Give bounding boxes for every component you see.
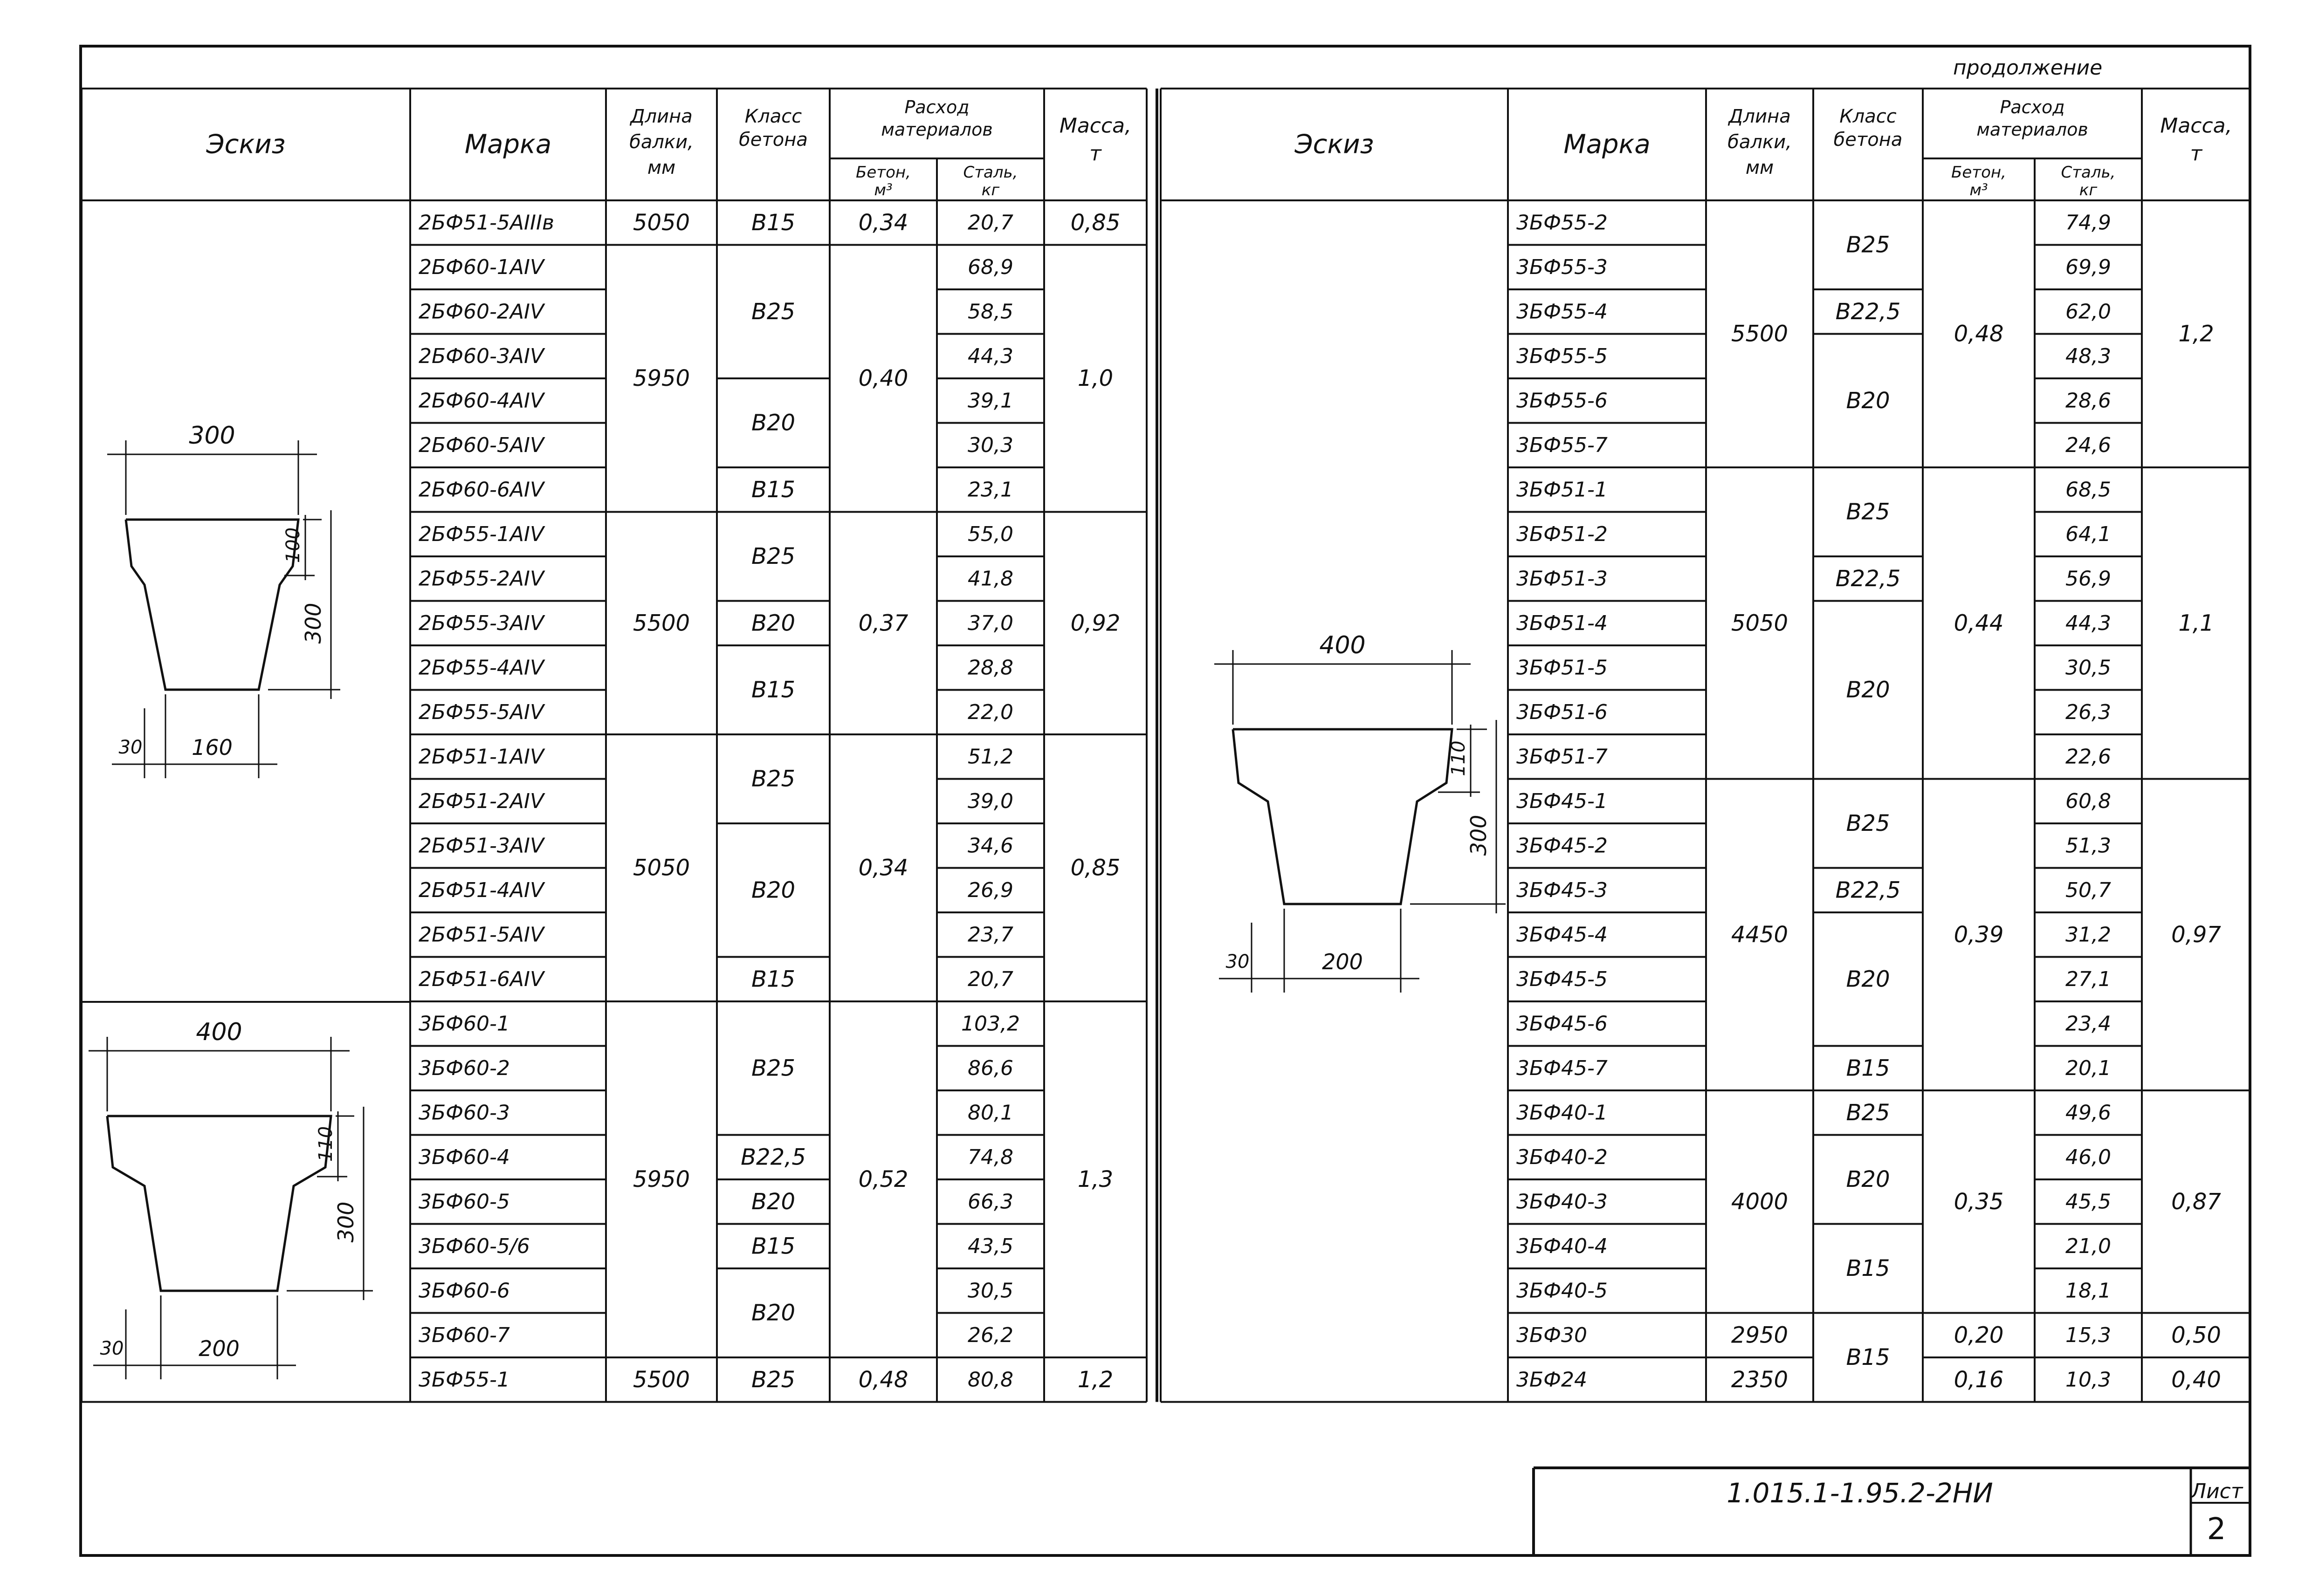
left_table-length-cell: 5050 (633, 209, 690, 236)
right_table-class-cell: B20 (1846, 966, 1890, 993)
left_table-class-cell: B20 (751, 1188, 796, 1215)
right_table-hdr-concrete: м³ (1969, 181, 1988, 199)
left_table-length-cell: 5950 (633, 365, 690, 391)
right_table-concrete-cell: 0,35 (1954, 1188, 2004, 1215)
left_table-steel-cell: 22,0 (968, 700, 1013, 724)
right_table-mass-cell: 0,97 (2171, 921, 2221, 948)
left_table-hdr-length: мм (647, 157, 676, 178)
left_table-class-cell: B15 (751, 1233, 796, 1260)
right_table-steel-cell: 22,6 (2065, 745, 2111, 769)
left_table-steel-cell: 34,6 (968, 834, 1013, 858)
right_table-steel-cell: 30,5 (2065, 656, 2111, 680)
right_table-length-cell: 5500 (1731, 321, 1789, 347)
sketch-1-top-dim: 300 (189, 422, 235, 450)
right_table-class-cell: B25 (1846, 810, 1890, 836)
left_table-class-cell: B15 (751, 476, 796, 503)
sketch-2-height-dim: 300 (333, 1201, 358, 1243)
right_table-mark-cell: 3БФ30 (1516, 1323, 1588, 1347)
left_table-hdr-class: Класс (744, 106, 802, 127)
right_table-steel-cell: 21,0 (2065, 1234, 2111, 1258)
right_table-class-cell: B20 (1846, 677, 1890, 703)
left_table-hdr-steel: кг (981, 181, 1000, 199)
left_table-mark-cell: 2БФ60-1АIV (419, 255, 544, 279)
left_table-hdr-mass: т (1089, 142, 1101, 166)
left_table-hdr-length: Длина (630, 106, 693, 127)
left_table-steel-cell: 26,9 (968, 878, 1013, 902)
left_table-steel-cell: 80,1 (968, 1101, 1013, 1125)
left_table-class-cell: B15 (751, 966, 796, 993)
right_table-mark-cell: 3БФ40-3 (1516, 1190, 1608, 1214)
right_table-class-cell: B20 (1846, 387, 1890, 414)
left_table-steel-cell: 55,0 (968, 522, 1013, 546)
right_table-hdr-consumption: Расход (2000, 97, 2065, 117)
left_table-mark-cell: 2БФ55-3АIV (419, 611, 544, 635)
right_table-mass-cell: 1,2 (2178, 321, 2214, 347)
left_table-hdr-mass: Масса, (1059, 114, 1132, 138)
right_table-mark-cell: 3БФ40-5 (1516, 1279, 1608, 1303)
left_table-length-cell: 5500 (633, 1366, 690, 1393)
right_table-steel-cell: 51,3 (2065, 834, 2111, 858)
right_table-class-cell: B22,5 (1835, 565, 1901, 592)
left_table-mark-cell: 2БФ55-5АIV (419, 700, 544, 724)
drawing-designation: 1.015.1-1.95.2-2НИ (1727, 1477, 1993, 1509)
right_table-steel-cell: 74,9 (2065, 211, 2111, 235)
right_table-mark-cell: 3БФ45-4 (1516, 923, 1608, 947)
left_table-mark-cell: 3БФ55-1 (419, 1368, 510, 1392)
right_table-steel-cell: 27,1 (2065, 967, 2111, 991)
right_table-mark-cell: 3БФ51-1 (1516, 478, 1608, 502)
right_table-steel-cell: 10,3 (2065, 1368, 2111, 1392)
left_table-mark-cell: 3БФ60-2 (419, 1056, 510, 1080)
left_table-hdr-consumption: Расход (904, 97, 970, 117)
left_table-mark-cell: 2БФ55-4АIV (419, 656, 544, 680)
right_table-steel-cell: 26,3 (2065, 700, 2111, 724)
left_table-mass-cell: 1,0 (1077, 365, 1114, 391)
right_table-steel-cell: 56,9 (2065, 567, 2111, 591)
left_table-mark-cell: 2БФ51-5АIIIв (419, 211, 554, 235)
right_table-class-cell: B25 (1846, 499, 1890, 525)
left_table-mark-cell: 3БФ60-5 (419, 1190, 510, 1214)
right_table-steel-cell: 45,5 (2065, 1190, 2111, 1214)
left_table-mark-cell: 3БФ60-7 (419, 1323, 510, 1347)
right_table-mark-cell: 3БФ51-4 (1516, 611, 1608, 635)
right_table-mark-cell: 3БФ51-3 (1516, 567, 1608, 591)
left_table-class-cell: B25 (751, 298, 796, 325)
left_table-class-cell: B25 (751, 543, 796, 569)
left_table-class-cell: B25 (751, 766, 796, 792)
left_table-class-cell: B25 (751, 1055, 796, 1082)
right_table-steel-cell: 62,0 (2065, 300, 2111, 324)
sketch-1-height-dim: 300 (301, 603, 326, 644)
sketch-2-top-dim: 400 (196, 1018, 242, 1046)
left_table-length-cell: 5500 (633, 610, 690, 637)
right_table-hdr-steel: Сталь, (2061, 163, 2116, 182)
left_table-mark-cell: 2БФ55-2АIV (419, 567, 544, 591)
left_table-class-cell: B20 (751, 610, 796, 637)
sketch-3-top-dim: 400 (1319, 631, 1366, 659)
right_table-length-cell: 4000 (1731, 1188, 1789, 1215)
sketch-1-web-dim: 160 (192, 735, 233, 760)
left_table-steel-cell: 86,6 (968, 1056, 1013, 1080)
left_table-hdr-concrete: м³ (874, 181, 893, 199)
right_table-concrete-cell: 0,16 (1954, 1366, 2004, 1393)
left_table-steel-cell: 41,8 (968, 567, 1013, 591)
left_table-steel-cell: 30,5 (968, 1279, 1013, 1303)
sketch-2-flange-dim: 110 (315, 1126, 337, 1162)
right_table-concrete-cell: 0,48 (1954, 321, 2004, 347)
left_table-steel-cell: 44,3 (968, 344, 1013, 368)
right_table-hdr-concrete: Бетон, (1951, 163, 2006, 182)
right_table-mark-cell: 3БФ51-7 (1516, 745, 1608, 769)
left_table-class-cell: B20 (751, 1300, 796, 1326)
right_table-mark-cell: 3БФ55-4 (1516, 300, 1608, 324)
right_table-steel-cell: 18,1 (2065, 1279, 2111, 1303)
right_table-steel-cell: 44,3 (2065, 611, 2111, 635)
left_table-mass-cell: 0,85 (1070, 855, 1121, 881)
left_table-mark-cell: 3БФ60-4 (419, 1145, 510, 1169)
left_table-steel-cell: 74,8 (968, 1145, 1013, 1169)
right_table-mark-cell: 3БФ55-3 (1516, 255, 1608, 279)
sketch-1-section-outline (126, 520, 298, 690)
right_table-hdr-length: мм (1745, 157, 1774, 178)
right_table-hdr-consumption: материалов (1976, 119, 2088, 140)
right_table-mark-cell: 3БФ45-2 (1516, 834, 1608, 858)
left_table-mark-cell: 2БФ51-6АIV (419, 967, 544, 991)
sketch-3-web-dim: 200 (1322, 949, 1363, 974)
left_table-mark-cell: 2БФ60-4АIV (419, 389, 544, 413)
left_table-class-cell: B20 (751, 877, 796, 904)
left_table-class-cell: B15 (751, 677, 796, 703)
left_table-mark-cell: 2БФ55-1АIV (419, 522, 544, 546)
left_table-concrete-cell: 0,34 (858, 209, 908, 236)
right_table-hdr-class: бетона (1833, 129, 1903, 151)
sketch-2-web-dim: 200 (199, 1336, 240, 1361)
left_table-mass-cell: 0,92 (1070, 610, 1121, 637)
right_table-class-cell: B22,5 (1835, 877, 1901, 904)
left_table-steel-cell: 28,8 (968, 656, 1013, 680)
right_table-mass-cell: 0,50 (2171, 1322, 2221, 1349)
right_table-steel-cell: 31,2 (2065, 923, 2111, 947)
right_table-class-cell: B25 (1846, 232, 1890, 258)
left_table-steel-cell: 51,2 (968, 745, 1013, 769)
left_table-length-cell: 5050 (633, 855, 690, 881)
right_table-steel-cell: 50,7 (2065, 878, 2111, 902)
left_table-steel-cell: 39,0 (968, 789, 1013, 813)
right_table-steel-cell: 15,3 (2065, 1323, 2111, 1347)
sketch-3-height-dim: 300 (1466, 815, 1491, 856)
right_table-steel-cell: 48,3 (2065, 344, 2111, 368)
left_table-steel-cell: 20,7 (968, 967, 1013, 991)
left_table-mark-cell: 2БФ60-2АIV (419, 300, 544, 324)
right_table-mark-cell: 3БФ55-6 (1516, 389, 1608, 413)
right_table-steel-cell: 64,1 (2065, 522, 2111, 546)
right_table-hdr-mass: т (2190, 142, 2202, 166)
left_table-steel-cell: 23,7 (968, 923, 1013, 947)
right_table-mark-cell: 3БФ45-7 (1516, 1056, 1608, 1080)
left_table-mass-cell: 1,3 (1077, 1166, 1114, 1192)
right_table-mark-cell: 3БФ45-6 (1516, 1012, 1608, 1036)
right_table-class-cell: B15 (1846, 1055, 1890, 1082)
right_table-mass-cell: 0,87 (2171, 1188, 2221, 1215)
left_table-hdr-concrete: Бетон, (856, 163, 911, 182)
left_table-hdr-mark: Марка (464, 129, 552, 160)
left_table-mark-cell: 3БФ60-1 (419, 1012, 510, 1036)
left_table-length-cell: 5950 (633, 1166, 690, 1192)
continuation-label: продолжение (1953, 56, 2103, 80)
left_table-mark-cell: 2БФ51-1АIV (419, 745, 544, 769)
left_table-class-cell: B22,5 (741, 1144, 806, 1171)
sheet-number: 2 (2207, 1512, 2226, 1547)
right_table-hdr-mass: Масса, (2160, 114, 2232, 138)
left_table-steel-cell: 39,1 (968, 389, 1013, 413)
left_table-mark-cell: 3БФ60-6 (419, 1279, 510, 1303)
left_table-steel-cell: 23,1 (968, 478, 1013, 502)
left_table-steel-cell: 80,8 (968, 1368, 1013, 1392)
right_table-hdr-mark: Марка (1563, 129, 1651, 160)
left_table-steel-cell: 103,2 (961, 1012, 1020, 1036)
left_table-mark-cell: 2БФ60-3АIV (419, 344, 544, 368)
left_table-class-cell: B20 (751, 410, 796, 436)
right_table-mark-cell: 3БФ45-5 (1516, 967, 1608, 991)
left_table-steel-cell: 20,7 (968, 211, 1013, 235)
left_table-mark-cell: 2БФ51-5АIV (419, 923, 544, 947)
left_table-steel-cell: 30,3 (968, 433, 1013, 457)
right_table-steel-cell: 23,4 (2065, 1012, 2111, 1036)
right_table-mark-cell: 3БФ55-2 (1516, 211, 1608, 235)
right_table-steel-cell: 20,1 (2065, 1056, 2111, 1080)
right_table-mark-cell: 3БФ24 (1516, 1368, 1588, 1392)
right_table-mark-cell: 3БФ45-3 (1516, 878, 1608, 902)
left_table-mark-cell: 2БФ51-2АIV (419, 789, 544, 813)
left_table-hdr-steel: Сталь, (963, 163, 1018, 182)
right_table-hdr-length: Длина (1728, 106, 1791, 127)
right_table-class-cell: B22,5 (1835, 298, 1901, 325)
right_table-hdr-class: Класс (1839, 106, 1897, 127)
right_table-class-cell: B25 (1846, 1099, 1890, 1126)
right_table-mark-cell: 3БФ40-2 (1516, 1145, 1608, 1169)
right_table-steel-cell: 69,9 (2065, 255, 2111, 279)
left_table-hdr-class: бетона (739, 129, 808, 151)
right_table-length-cell: 4450 (1731, 921, 1789, 948)
sketch-3-flange-dim: 110 (1448, 740, 1469, 776)
left_table-mass-cell: 1,2 (1077, 1366, 1114, 1393)
right_table-steel-cell: 28,6 (2065, 389, 2111, 413)
right_table-mark-cell: 3БФ40-1 (1516, 1101, 1608, 1125)
right_table-mass-cell: 0,40 (2171, 1366, 2221, 1393)
left_table-mark-cell: 2БФ60-6АIV (419, 478, 544, 502)
sketch-2-section-outline (107, 1116, 331, 1291)
left_table-mark-cell: 2БФ51-4АIV (419, 878, 544, 902)
right_table-steel-cell: 60,8 (2065, 789, 2111, 813)
right_table-concrete-cell: 0,20 (1954, 1322, 2004, 1349)
right_table-length-cell: 2350 (1731, 1366, 1789, 1393)
right_table-length-cell: 2950 (1731, 1322, 1789, 1349)
left_table-mark-cell: 3БФ60-5/6 (419, 1234, 530, 1258)
right_table-mark-cell: 3БФ51-2 (1516, 522, 1608, 546)
right_table-hdr-sketch: Эскиз (1294, 129, 1374, 160)
sketch-2-offset-dim: 30 (100, 1338, 124, 1359)
left_table-concrete-cell: 0,34 (858, 855, 908, 881)
right_table-steel-cell: 68,5 (2065, 478, 2111, 502)
left_table-hdr-sketch: Эскиз (206, 129, 286, 160)
right_table-class-cell: B20 (1846, 1166, 1890, 1192)
right_table-mass-cell: 1,1 (2178, 610, 2214, 637)
right_table-steel-cell: 46,0 (2065, 1145, 2111, 1169)
right_table-mark-cell: 3БФ45-1 (1516, 789, 1608, 813)
right_table-mark-cell: 3БФ51-6 (1516, 700, 1608, 724)
left_table-steel-cell: 43,5 (968, 1234, 1013, 1258)
right_table-concrete-cell: 0,44 (1954, 610, 2004, 637)
left_table-steel-cell: 68,9 (968, 255, 1013, 279)
left_table-mark-cell: 3БФ60-3 (419, 1101, 510, 1125)
right_table-concrete-cell: 0,39 (1954, 921, 2004, 948)
sketch-1-flange-dim: 100 (282, 527, 304, 563)
left_table-steel-cell: 66,3 (968, 1190, 1013, 1214)
left_table-mark-cell: 2БФ60-5АIV (419, 433, 544, 457)
left_table-class-cell: B15 (751, 209, 796, 236)
right_table-steel-cell: 49,6 (2065, 1101, 2111, 1125)
right_table-mark-cell: 3БФ51-5 (1516, 656, 1608, 680)
right_table-length-cell: 5050 (1731, 610, 1789, 637)
right_table-steel-cell: 24,6 (2065, 433, 2111, 457)
sheet-label: Лист (2191, 1480, 2243, 1503)
left_table-concrete-cell: 0,48 (858, 1366, 908, 1393)
right_table-mark-cell: 3БФ40-4 (1516, 1234, 1608, 1258)
left_table-mark-cell: 2БФ51-3АIV (419, 834, 544, 858)
sketch-1-offset-dim: 30 (118, 737, 143, 758)
left_table-class-cell: B25 (751, 1366, 796, 1393)
left_table-steel-cell: 37,0 (968, 611, 1013, 635)
left_table-concrete-cell: 0,37 (858, 610, 908, 637)
right_table-class-cell: B15 (1846, 1255, 1890, 1281)
right_table-mark-cell: 3БФ55-7 (1516, 433, 1608, 457)
sketch-3-offset-dim: 30 (1225, 951, 1250, 973)
left_table-concrete-cell: 0,40 (858, 365, 908, 391)
left_table-mass-cell: 0,85 (1070, 209, 1121, 236)
right_table-hdr-steel: кг (2079, 181, 2098, 199)
left_table-steel-cell: 58,5 (968, 300, 1013, 324)
left_table-hdr-consumption: материалов (881, 119, 993, 140)
left_table-steel-cell: 26,2 (968, 1323, 1013, 1347)
left_table-hdr-length: балки, (629, 131, 694, 153)
left_table-concrete-cell: 0,52 (858, 1166, 908, 1192)
right_table-class-cell: B15 (1846, 1344, 1890, 1370)
sketch-3-section-outline (1233, 729, 1452, 904)
right_table-mark-cell: 3БФ55-5 (1516, 344, 1608, 368)
right_table-hdr-length: балки, (1727, 131, 1792, 153)
